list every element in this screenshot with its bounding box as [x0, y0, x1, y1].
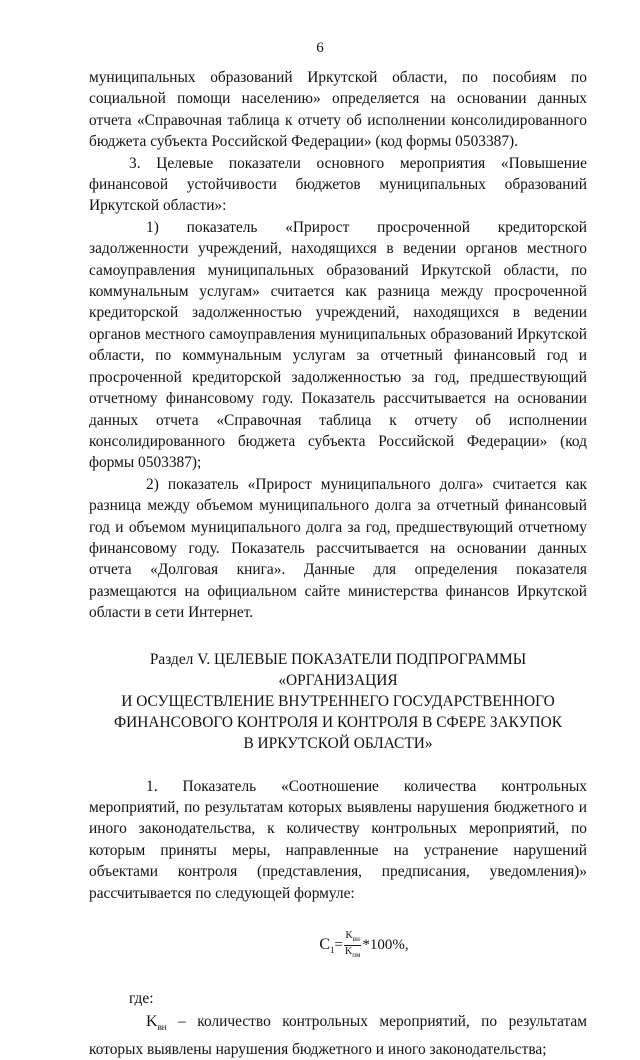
- formula-tail: *100%,: [362, 936, 409, 953]
- paragraph-indicator-2: 2) показатель «Прирост муниципального долга» считается как разница между объемом муниципального долга за отчетный финансовый год и объемом муниципального долга за год, предшествующий отчетному финансовому году. Показатель рассчитывается на основании данных отчета «Долговая книга». Данные для определения показателя размещаются на официальном сайте министерства финансов Иркутской области в сети Интернет.: [89, 475, 587, 622]
- section-title-line: И ОСУЩЕСТВЛЕНИЕ ВНУТРЕННЕГО ГОСУДАРСТВЕННОГО: [121, 692, 555, 710]
- where-label: где:: [129, 989, 154, 1007]
- document-body: [89, 67, 587, 1060]
- formula-fraction: [344, 930, 361, 961]
- section-title-line: Раздел V. ЦЕЛЕВЫЕ ПОКАЗАТЕЛИ ПОДПРОГРАММЫ «ОРГАНИЗАЦИЯ: [149, 650, 527, 689]
- definition-text: – количество контрольных мероприятий, по результатам которых выявлены нарушения бюджетного и иного законодательства;: [89, 1012, 587, 1058]
- paragraph-continuation: муниципальных образований Иркутской области, по пособиям по социальной помощи населению» определяется на основании данных отчета «Справочная таблица к отчету об исполнении консолидированного бюджета субъекта Российской Федерации» (код формы 0503387).: [89, 69, 587, 151]
- definition-kvn: [89, 1011, 587, 1060]
- section-title-line: ФИНАНСОВОГО КОНТРОЛЯ И КОНТРОЛЯ В СФЕРЕ ЗАКУПОК: [113, 713, 563, 731]
- definition-term: $K_{вн}$: [146, 1012, 167, 1033]
- formula-denominator: $K_{пм}$: [344, 946, 361, 959]
- formula-numerator: $K_{вн}$: [344, 930, 361, 946]
- page-number: 6: [316, 40, 324, 56]
- paragraph-indicator-ratio: 1. Показатель «Соотношение количества контрольных мероприятий, по результатам которых выявлены нарушения бюджетного и иного законодательства, к количеству контрольных мероприятий, по которым приняты меры, направленные на устранение нарушений объектами контроля (представления, предписания, уведомления)» рассчитывается по следующей формуле:: [89, 777, 587, 902]
- paragraph-indicator-1: 1) показатель «Прирост просроченной кредиторской задолженности учреждений, находящихся в ведении органов местного самоуправления муниципальных образований Иркутской области, по коммунальным услугам» считается как разница между просроченной кредиторской задолженностью учреждений, находящихся в ведении органов местного самоуправления муниципальных образований Иркутской области, по коммунальным услугам за отчетный финансовый год и просроченной кредиторской задолженностью за год, предшествующий отчетному финансовому году. Показатель рассчитывается на основании данных отчета «Справочная таблица к отчету об исполнении консолидированного бюджета субъекта Российской Федерации» (код формы 0503387);: [89, 218, 587, 472]
- paragraph-targets-main-activity: 3. Целевые показатели основного мероприятия «Повышение финансовой устойчивости бюджетов муниципальных образований Иркутской области»:: [89, 154, 587, 215]
- formula-equals: =: [334, 936, 343, 953]
- formula: [89, 930, 587, 962]
- section-title-line: В ИРКУТСКОЙ ОБЛАСТИ»: [243, 734, 433, 752]
- section-title: [89, 649, 587, 754]
- formula-lhs: $C_1$: [319, 935, 335, 956]
